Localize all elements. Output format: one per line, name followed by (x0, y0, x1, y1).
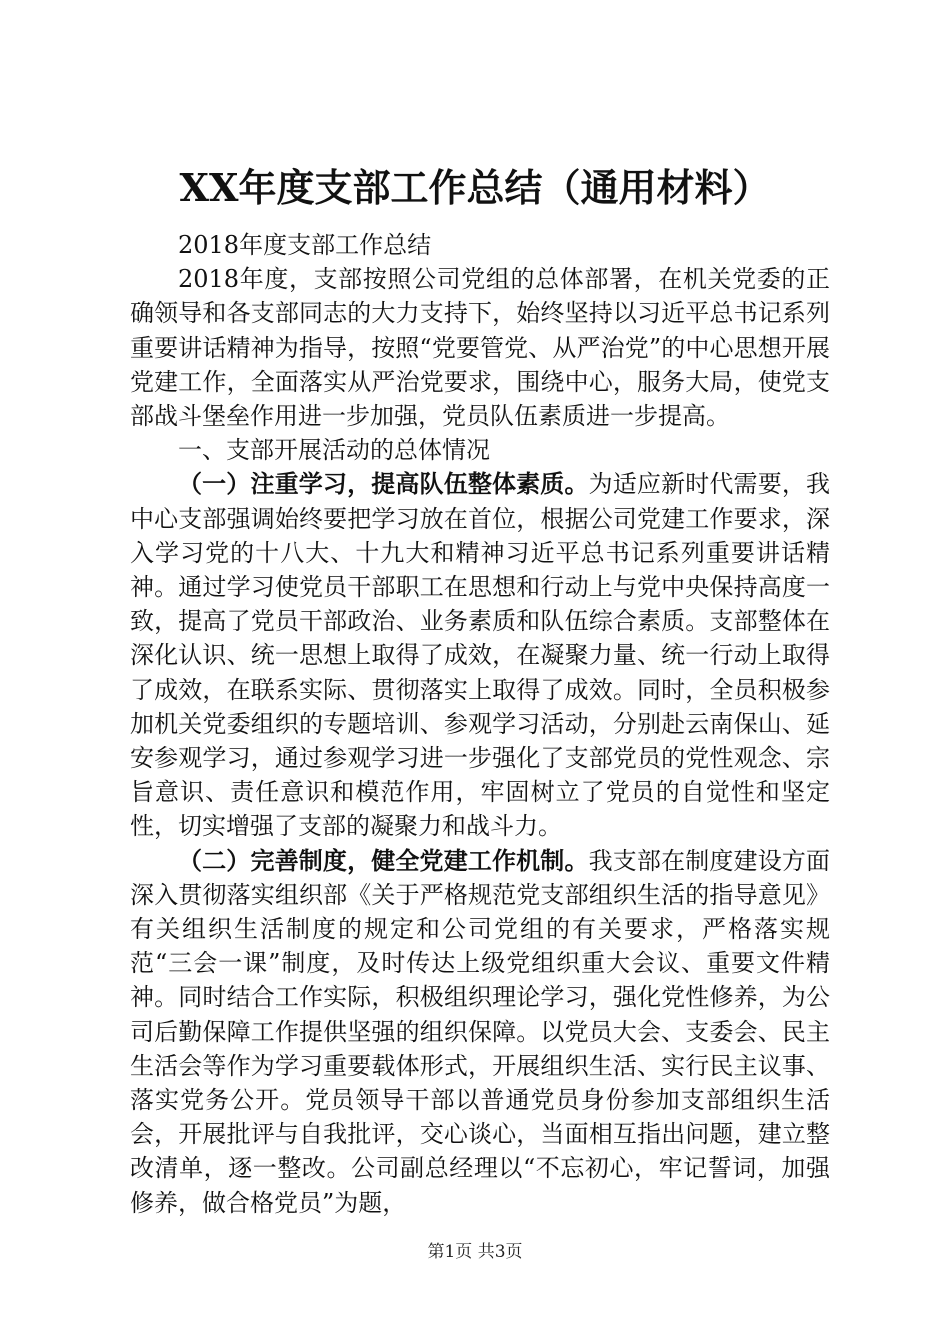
document-body (130, 228, 830, 1220)
page-footer: 第1页 共3页 (427, 1242, 523, 1262)
item-1-paragraph (130, 467, 830, 843)
section-heading-1: 一、支部开展活动的总体情况 (178, 436, 490, 465)
item-1-text: 为适应新时代需要，我中心支部强调始终要把学习放在首位，根据公司党建工作要求，深入学习党的十八大、十九大和精神习近平总书记系列重要讲话精神。通过学习使党员干部职工在思想和行动上与党中央保持高度一致，提高了党员干部政治、业务素质和队伍综合素质。支部整体在深化认识、统一思想上取得了成效，在凝聚力量、统一行动上取得了成效，在联系实际、贯彻落实上取得了成效。同时，全员积极参加机关党委组织的专题培训、参观学习活动，分别赴云南保山、延安参观学习，通过参观学习进一步强化了支部党员的党性观念、宗旨意识、责任意识和模范作用，牢固树立了党员的自觉性和坚定性，切实增强了支部的凝聚力和战斗力。 (130, 470, 831, 841)
document-title: XX年度支部工作总结（通用材料） (179, 165, 771, 210)
document-subtitle: 2018年度支部工作总结 (178, 231, 432, 259)
item-2-paragraph (130, 844, 830, 1220)
intro-paragraph: 2018年度，支部按照公司党组的总体部署，在机关党委的正确领导和各支部同志的大力支持下，始终坚持以习近平总书记系列重要讲话精神为指导，按照“党要管党、从严治党”的中心思想开展党建工作，全面落实从严治党要求，围绕中心，服务大局，使党支部战斗堡垒作用进一步加强，党员队伍素质进一步提高。 (130, 265, 830, 431)
item-1-lead: （一）注重学习，提高队伍整体素质。 (178, 470, 589, 499)
item-2-lead: （二）完善制度，健全党建工作机制。 (178, 846, 589, 875)
item-2-text: 我支部在制度建设方面深入贯彻落实组织部《关于严格规范党支部组织生活的指导意见》有关组织生活制度的规定和公司党组的有关要求，严格落实规范“三会一课”制度，及时传达上级党组织重大会议、重要文件精神。同时结合工作实际，积极组织理论学习，强化党性修养，为公司后勤保障工作提供坚强的组织保障。以党员大会、支委会、民主生活会等作为学习重要载体形式，开展组织生活、实行民主议事、落实党务公开。党员领导干部以普通党员身份参加支部组织生活会，开展批评与自我批评，交心谈心，当面相互指出问题，建立整改清单，逐一整改。公司副总经理以“不忘初心，牢记誓词，加强修养，做合格党员”为题， (130, 846, 831, 1217)
